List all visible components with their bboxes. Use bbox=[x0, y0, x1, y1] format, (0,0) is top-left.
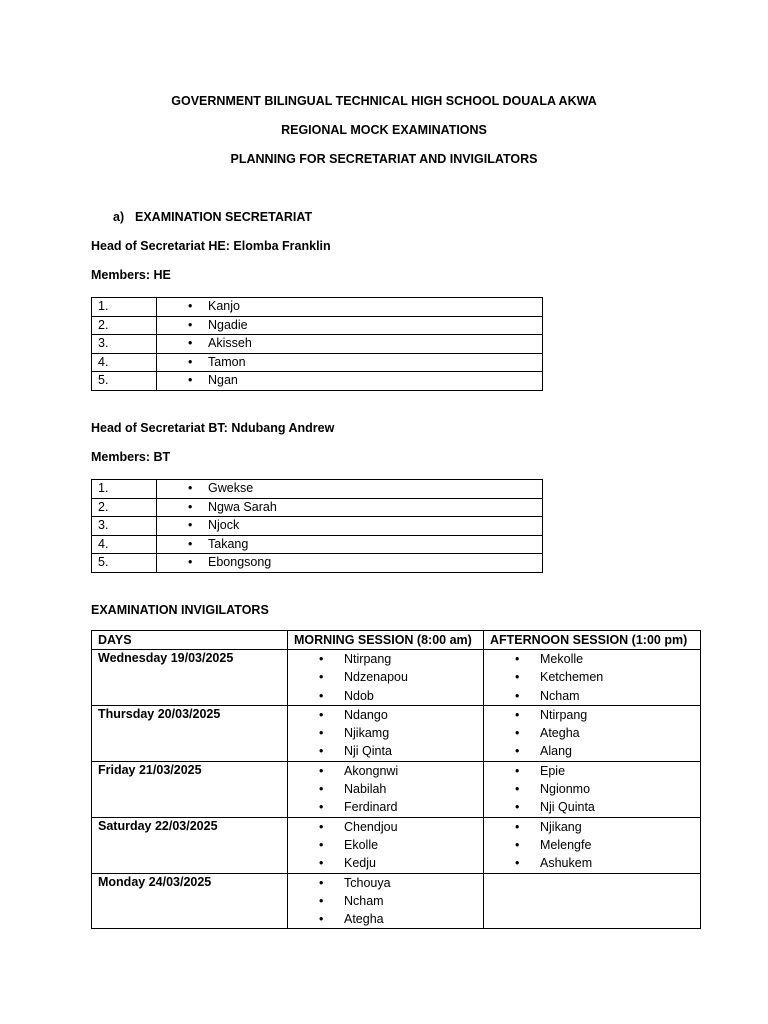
bullet-icon: • bbox=[319, 856, 324, 871]
invigilator-name: Akongnwi bbox=[344, 763, 399, 778]
day-cell: Wednesday 19/03/2025 bbox=[92, 650, 288, 706]
afternoon-cell bbox=[484, 817, 701, 873]
invigilator-name: Ncham bbox=[344, 893, 384, 908]
list-item bbox=[490, 818, 694, 836]
bullet-icon: • bbox=[188, 499, 193, 514]
member-number: 1. bbox=[92, 480, 157, 499]
list-item bbox=[294, 798, 477, 816]
invigilator-name: Njikang bbox=[540, 819, 582, 834]
table-row bbox=[92, 498, 543, 517]
invigilator-name: Alang bbox=[540, 744, 572, 759]
morning-list bbox=[294, 706, 477, 761]
list-item bbox=[294, 687, 477, 705]
bullet-icon: • bbox=[188, 299, 193, 313]
list-item bbox=[294, 668, 477, 686]
bullet-icon: • bbox=[319, 912, 324, 927]
bullet-icon: • bbox=[188, 317, 193, 332]
member-cell bbox=[157, 316, 543, 335]
member-name: Gwekse bbox=[208, 481, 254, 495]
bullet-icon: • bbox=[319, 893, 324, 908]
member-cell bbox=[157, 353, 543, 372]
invigilator-name: Mekolle bbox=[540, 652, 584, 666]
member-name: Tamon bbox=[208, 354, 246, 369]
member-name: Ngadie bbox=[208, 317, 248, 332]
list-item bbox=[490, 706, 694, 724]
morning-cell bbox=[288, 873, 484, 929]
afternoon-list bbox=[490, 650, 694, 705]
member-number: 5. bbox=[92, 372, 157, 391]
afternoon-list bbox=[490, 706, 694, 761]
planning-title: PLANNING FOR SECRETARIAT AND INVIGILATORS bbox=[230, 152, 538, 166]
bullet-icon: • bbox=[319, 875, 324, 890]
bullet-icon: • bbox=[188, 373, 193, 387]
table-row bbox=[92, 535, 543, 554]
list-item bbox=[490, 742, 694, 760]
invigilator-name: Chendjou bbox=[344, 819, 398, 834]
bullet-icon: • bbox=[319, 688, 324, 703]
member-cell bbox=[157, 535, 543, 554]
he-head: Head of Secretariat HE: Elomba Franklin bbox=[91, 239, 331, 253]
list-item bbox=[294, 910, 477, 928]
table-header-row bbox=[92, 631, 701, 650]
he-members-table bbox=[91, 297, 543, 391]
afternoon-cell bbox=[484, 873, 701, 929]
bullet-icon: • bbox=[319, 800, 324, 815]
table-row bbox=[92, 316, 543, 335]
invigilators-title: EXAMINATION INVIGILATORS bbox=[91, 603, 269, 617]
bullet-icon: • bbox=[515, 670, 520, 685]
bt-members-label: Members: BT bbox=[91, 450, 171, 464]
bullet-icon: • bbox=[188, 481, 193, 495]
bt-members-table bbox=[91, 479, 543, 573]
bullet-icon: • bbox=[515, 652, 520, 666]
table-row bbox=[92, 650, 701, 706]
member-number: 2. bbox=[92, 316, 157, 335]
list-item bbox=[490, 668, 694, 686]
bullet-icon: • bbox=[515, 707, 520, 722]
day-cell: Thursday 20/03/2025 bbox=[92, 705, 288, 761]
column-header-days: DAYS bbox=[92, 631, 288, 650]
morning-cell bbox=[288, 650, 484, 706]
bullet-icon: • bbox=[319, 707, 324, 722]
list-item bbox=[490, 650, 694, 668]
member-number: 2. bbox=[92, 498, 157, 517]
bullet-icon: • bbox=[515, 856, 520, 871]
list-item bbox=[294, 780, 477, 798]
invigilator-name: Ndzenapou bbox=[344, 670, 408, 685]
bullet-icon: • bbox=[319, 726, 324, 741]
afternoon-list bbox=[490, 818, 694, 873]
invigilator-name: Ntirpang bbox=[344, 652, 392, 666]
morning-list bbox=[294, 874, 477, 929]
bullet-icon: • bbox=[319, 837, 324, 852]
invigilator-name: Ferdinard bbox=[344, 800, 398, 815]
list-item bbox=[294, 892, 477, 910]
afternoon-cell bbox=[484, 650, 701, 706]
bullet-icon: • bbox=[188, 536, 193, 551]
table-row bbox=[92, 554, 543, 573]
member-name: Ngwa Sarah bbox=[208, 499, 277, 514]
bullet-icon: • bbox=[319, 670, 324, 685]
list-item bbox=[294, 836, 477, 854]
bullet-icon: • bbox=[188, 555, 193, 569]
member-name: Njock bbox=[208, 518, 240, 532]
morning-cell bbox=[288, 705, 484, 761]
section-a-label: a) bbox=[113, 210, 125, 224]
list-item bbox=[294, 818, 477, 836]
list-item bbox=[294, 650, 477, 668]
invigilator-name: Nji Qinta bbox=[344, 744, 392, 759]
day-cell: Friday 21/03/2025 bbox=[92, 761, 288, 817]
table-row bbox=[92, 761, 701, 817]
bullet-icon: • bbox=[515, 744, 520, 759]
member-name: Kanjo bbox=[208, 299, 240, 313]
invigilator-name: Ketchemen bbox=[540, 670, 604, 685]
bullet-icon: • bbox=[515, 763, 520, 778]
bullet-icon: • bbox=[319, 763, 324, 778]
morning-cell bbox=[288, 761, 484, 817]
member-number: 5. bbox=[92, 554, 157, 573]
list-item bbox=[490, 780, 694, 798]
column-header-morning: MORNING SESSION (8:00 am) bbox=[288, 631, 484, 650]
bullet-icon: • bbox=[515, 837, 520, 852]
list-item bbox=[294, 742, 477, 760]
list-item bbox=[490, 687, 694, 705]
bullet-icon: • bbox=[319, 782, 324, 797]
member-number: 3. bbox=[92, 517, 157, 536]
invigilator-name: Nji Quinta bbox=[540, 800, 595, 815]
member-name: Takang bbox=[208, 536, 249, 551]
bullet-icon: • bbox=[515, 782, 520, 797]
list-item bbox=[294, 762, 477, 780]
day-cell: Monday 24/03/2025 bbox=[92, 873, 288, 929]
morning-list bbox=[294, 762, 477, 817]
bullet-icon: • bbox=[188, 518, 193, 532]
invigilators-table bbox=[91, 630, 701, 929]
member-cell bbox=[157, 517, 543, 536]
table-row bbox=[92, 353, 543, 372]
afternoon-list bbox=[490, 762, 694, 817]
bullet-icon: • bbox=[188, 354, 193, 369]
invigilator-name: Melengfe bbox=[540, 837, 592, 852]
table-row bbox=[92, 372, 543, 391]
table-row bbox=[92, 335, 543, 354]
afternoon-cell bbox=[484, 705, 701, 761]
invigilator-name: Ncham bbox=[540, 688, 580, 703]
member-number: 3. bbox=[92, 335, 157, 354]
list-item bbox=[294, 706, 477, 724]
list-item bbox=[294, 874, 477, 892]
member-name: Akisseh bbox=[208, 336, 252, 350]
member-cell bbox=[157, 554, 543, 573]
bullet-icon: • bbox=[515, 800, 520, 815]
member-cell bbox=[157, 335, 543, 354]
column-header-afternoon: AFTERNOON SESSION (1:00 pm) bbox=[484, 631, 701, 650]
he-members-label: Members: HE bbox=[91, 268, 171, 282]
bullet-icon: • bbox=[515, 726, 520, 741]
exam-title: REGIONAL MOCK EXAMINATIONS bbox=[281, 123, 487, 137]
list-item bbox=[490, 762, 694, 780]
table-row bbox=[92, 298, 543, 317]
member-name: Ngan bbox=[208, 373, 238, 387]
bullet-icon: • bbox=[515, 688, 520, 703]
invigilator-name: Ngionmo bbox=[540, 782, 591, 797]
day-cell: Saturday 22/03/2025 bbox=[92, 817, 288, 873]
invigilator-name: Njikamg bbox=[344, 726, 390, 741]
member-name: Ebongsong bbox=[208, 555, 272, 569]
table-row bbox=[92, 817, 701, 873]
list-item bbox=[490, 798, 694, 816]
list-item bbox=[294, 854, 477, 872]
table-row bbox=[92, 517, 543, 536]
member-cell bbox=[157, 298, 543, 317]
member-number: 1. bbox=[92, 298, 157, 317]
invigilator-name: Nabilah bbox=[344, 782, 387, 797]
bullet-icon: • bbox=[188, 336, 193, 350]
invigilator-name: Ategha bbox=[540, 726, 580, 741]
table-row bbox=[92, 873, 701, 929]
invigilator-name: Ekolle bbox=[344, 837, 379, 852]
morning-cell bbox=[288, 817, 484, 873]
invigilator-name: Tchouya bbox=[344, 875, 391, 890]
invigilator-name: Ndango bbox=[344, 707, 388, 722]
member-number: 4. bbox=[92, 535, 157, 554]
invigilator-name: Ategha bbox=[344, 912, 384, 927]
table-row bbox=[92, 480, 543, 499]
bullet-icon: • bbox=[319, 652, 324, 666]
list-item bbox=[490, 724, 694, 742]
member-number: 4. bbox=[92, 353, 157, 372]
invigilator-name: Kedju bbox=[344, 856, 376, 871]
table-row bbox=[92, 705, 701, 761]
invigilator-name: Ndob bbox=[344, 688, 374, 703]
morning-list bbox=[294, 818, 477, 873]
morning-list bbox=[294, 650, 477, 705]
invigilator-name: Epie bbox=[540, 763, 566, 778]
member-cell bbox=[157, 480, 543, 499]
bullet-icon: • bbox=[319, 819, 324, 834]
list-item bbox=[490, 854, 694, 872]
member-cell bbox=[157, 372, 543, 391]
member-cell bbox=[157, 498, 543, 517]
bt-head: Head of Secretariat BT: Ndubang Andrew bbox=[91, 421, 335, 435]
bullet-icon: • bbox=[515, 819, 520, 834]
invigilator-name: Ntirpang bbox=[540, 707, 588, 722]
invigilator-name: Ashukem bbox=[540, 856, 593, 871]
afternoon-cell bbox=[484, 761, 701, 817]
bullet-icon: • bbox=[319, 744, 324, 759]
section-a-title: EXAMINATION SECRETARIAT bbox=[135, 210, 313, 224]
list-item bbox=[294, 724, 477, 742]
school-title: GOVERNMENT BILINGUAL TECHNICAL HIGH SCHOOL DOUALA AKWA bbox=[171, 94, 597, 108]
list-item bbox=[490, 836, 694, 854]
